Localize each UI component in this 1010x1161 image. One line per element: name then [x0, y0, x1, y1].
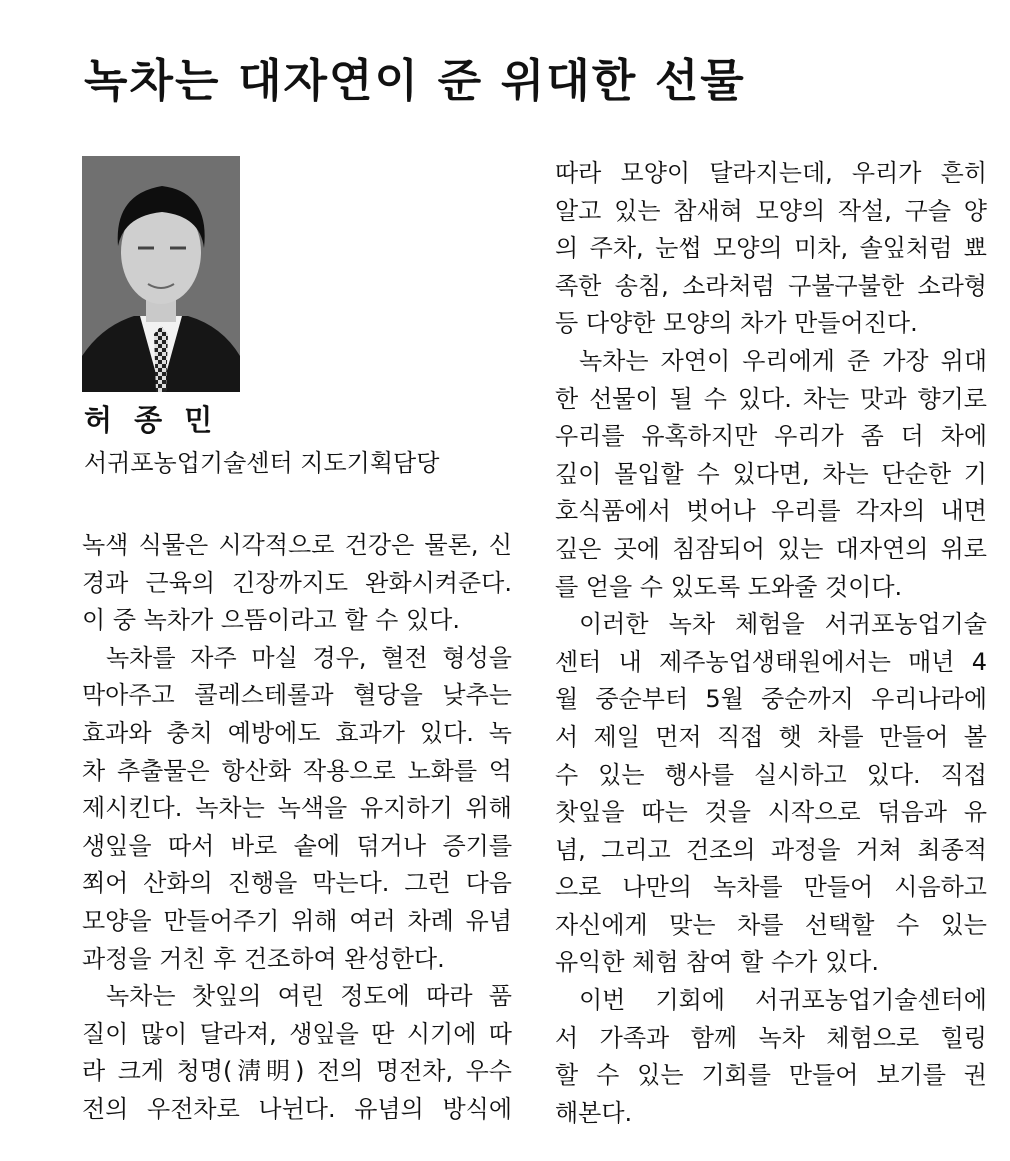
- text-line: 차 추출물은 항산화 작용으로 노화를 억: [82, 756, 512, 785]
- text-line: 할 수 있는 기회를 만들어 보기를 권: [555, 1061, 987, 1090]
- text-line: 우리를 유혹하지만 우리가 좀 더 차에: [555, 422, 987, 451]
- body-column-right: [555, 155, 987, 1132]
- text-line: 이번 기회에 서귀포농업기술센터에: [579, 986, 987, 1015]
- text-line: 전의 우전차로 나뉜다. 유념의 방식에: [82, 1094, 512, 1123]
- text-line: 찻잎을 따는 것을 시작으로 덖음과 유: [555, 798, 987, 827]
- text-line: 녹색 식물은 시각적으로 건강은 물론, 신: [82, 531, 512, 559]
- text-line: 자신에게 맞는 차를 선택할 수 있는: [555, 910, 987, 939]
- text-line: 생잎을 따서 바로 솥에 덖거나 증기를: [82, 831, 512, 860]
- text-line: 쬐어 산화의 진행을 막는다. 그런 다음: [82, 869, 512, 898]
- text-line: 이 중 녹차가 으뜸이라고 할 수 있다.: [82, 606, 460, 635]
- text-line: 라 크게 청명(淸明) 전의 명전차, 우수: [82, 1057, 512, 1086]
- text-line: 등 다양한 모양의 차가 만들어진다.: [555, 309, 918, 338]
- author-name: 허 종 민: [84, 403, 219, 437]
- author-affiliation: 서귀포농업기술센터 지도기획담당: [84, 449, 440, 477]
- text-line: 한 선물이 될 수 있다. 차는 맛과 향기로: [555, 384, 987, 413]
- text-line: 녹차는 자연이 우리에게 준 가장 위대: [579, 346, 987, 375]
- text-line: 모양을 만들어주기 위해 여러 차례 유념: [82, 906, 512, 935]
- text-line: 서 제일 먼저 직접 햇 차를 만들어 볼: [555, 722, 987, 751]
- text-line: 의 주차, 눈썹 모양의 미차, 솔잎처럼 뾰: [555, 234, 987, 263]
- text-line: 월 중순부터 5월 중순까지 우리나라에: [555, 685, 987, 714]
- author-photo: [82, 156, 240, 392]
- text-line: 념, 그리고 건조의 과정을 거쳐 최종적: [555, 835, 987, 864]
- text-line: 센터 내 제주농업생태원에서는 매년 4: [555, 647, 987, 676]
- text-line: 족한 송침, 소라처럼 구불구불한 소라형: [555, 271, 987, 300]
- text-line: 를 얻을 수 있도록 도와줄 것이다.: [555, 572, 903, 601]
- text-line: 호식품에서 벗어나 우리를 각자의 내면: [555, 497, 987, 526]
- text-line: 서 가족과 함께 녹차 체험으로 힐링: [555, 1023, 987, 1052]
- text-line: 깊이 몰입할 수 있다면, 차는 단순한 기: [555, 459, 987, 488]
- text-line: 으로 나만의 녹차를 만들어 시음하고: [555, 873, 987, 902]
- text-line: 유익한 체험 참여 할 수가 있다.: [555, 948, 879, 977]
- text-line: 알고 있는 참새혀 모양의 작설, 구슬 양: [555, 196, 987, 225]
- text-line: 따라 모양이 달라지는데, 우리가 흔히: [555, 159, 987, 187]
- text-line: 이러한 녹차 체험을 서귀포농업기술: [579, 610, 987, 639]
- text-line: 효과와 충치 예방에도 효과가 있다. 녹: [82, 718, 512, 747]
- text-line: 막아주고 콜레스테롤과 혈당을 낮추는: [82, 681, 512, 710]
- text-line: 깊은 곳에 침잠되어 있는 대자연의 위로: [555, 534, 987, 563]
- text-line: 제시킨다. 녹차는 녹색을 유지하기 위해: [82, 794, 512, 823]
- body-column-left: [82, 527, 512, 1129]
- text-line: 녹차를 자주 마실 경우, 혈전 형성을: [106, 643, 512, 672]
- text-line: 경과 근육의 긴장까지도 완화시켜준다.: [82, 568, 512, 597]
- text-line: 해본다.: [555, 1098, 633, 1127]
- text-line: 과정을 거친 후 건조하여 완성한다.: [82, 944, 445, 973]
- text-line: 수 있는 행사를 실시하고 있다. 직접: [555, 760, 987, 789]
- text-line: 녹차는 찻잎의 여린 정도에 따라 품: [106, 982, 512, 1011]
- article-title: 녹차는 대자연이 준 위대한 선물: [84, 54, 746, 107]
- text-line: 질이 많이 달라져, 생잎을 딴 시기에 따: [82, 1019, 512, 1048]
